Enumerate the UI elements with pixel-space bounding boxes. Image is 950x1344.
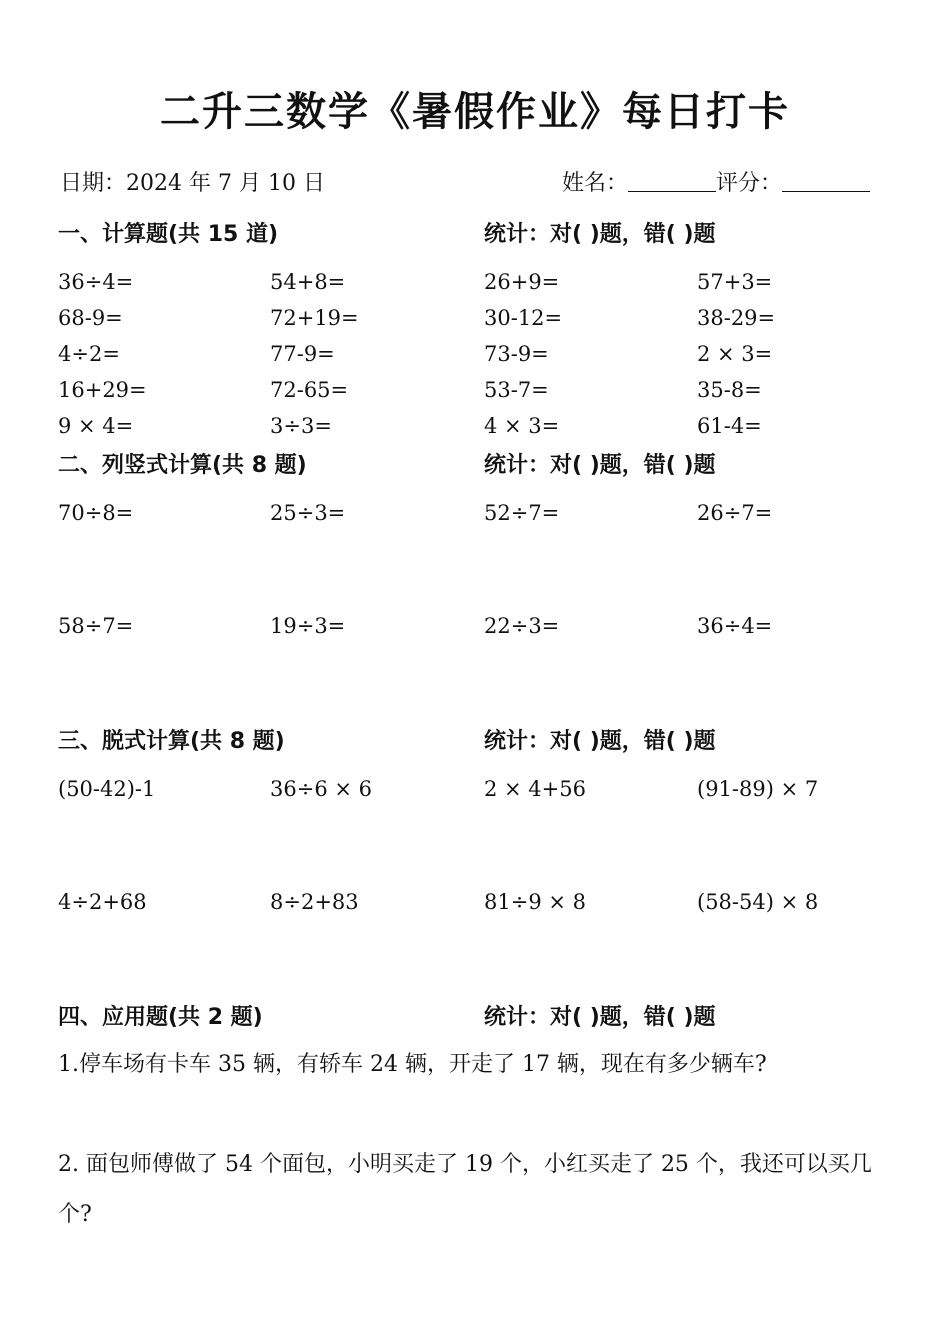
section-3-header [0, 724, 950, 758]
problem: 30-12= [484, 306, 563, 330]
section-stat: 统计：对( )题，错( )题 [484, 222, 716, 247]
problem: (91-89) × 7 [697, 777, 819, 801]
section-stat: 统计：对( )题，错( )题 [484, 453, 716, 478]
word-problem-1: 1.停车场有卡车 35 辆，有轿车 24 辆，开走了 17 辆，现在有多少辆车? [58, 1052, 767, 1077]
score-label: 评分： [716, 171, 783, 196]
name-label: 姓名： [562, 171, 629, 196]
section-title: 三、脱式计算(共 8 题) [58, 729, 285, 754]
name-score-line [562, 166, 870, 197]
problem: 57+3= [697, 270, 773, 294]
problem: 8÷2+83 [270, 890, 359, 914]
problem: 52÷7= [484, 501, 560, 525]
problem-row [0, 890, 950, 922]
problem: 53-7= [484, 378, 549, 402]
section-2-header [0, 448, 950, 482]
problem: 38-29= [697, 306, 776, 330]
problem-row [0, 777, 950, 809]
problem: 72-65= [270, 378, 349, 402]
problem: (50-42)-1 [58, 777, 156, 801]
problem: 4÷2+68 [58, 890, 147, 914]
problem-row [0, 614, 950, 646]
word-problem-2: 2. 面包师傅做了 54 个面包，小明买走了 19 个，小红买走了 25 个，我还可以买几个? [58, 1152, 872, 1227]
problem-row [0, 414, 950, 446]
problem: 36÷4= [58, 270, 134, 294]
problem: 72+19= [270, 306, 359, 330]
section-title: 二、列竖式计算(共 8 题) [58, 453, 307, 478]
problem: 26+9= [484, 270, 560, 294]
problem: 19÷3= [270, 614, 346, 638]
problem: 2 × 3= [697, 342, 773, 366]
problem: 26÷7= [697, 501, 773, 525]
section-1-header [0, 217, 950, 251]
page-title: 二升三数学《暑假作业》每日打卡 [160, 89, 790, 135]
problem: 36÷6 × 6 [270, 777, 372, 801]
section-title: 四、应用题(共 2 题) [58, 1005, 263, 1030]
problem: 58÷7= [58, 614, 134, 638]
problem: 22÷3= [484, 614, 560, 638]
problem-row [0, 378, 950, 410]
section-stat: 统计：对( )题，错( )题 [484, 1005, 716, 1030]
problem: 68-9= [58, 306, 123, 330]
problem: (58-54) × 8 [697, 890, 819, 914]
problem: 3÷3= [270, 414, 332, 438]
problem-row [0, 306, 950, 338]
problem: 4÷2= [58, 342, 120, 366]
problem: 35-8= [697, 378, 762, 402]
date-text: 日期：2024 年 7 月 10 日 [60, 171, 325, 196]
score-field[interactable] [782, 190, 870, 192]
problem: 4 × 3= [484, 414, 560, 438]
problem: 9 × 4= [58, 414, 134, 438]
problem: 77-9= [270, 342, 335, 366]
problem-row [0, 342, 950, 374]
section-stat: 统计：对( )题，错( )题 [484, 729, 716, 754]
problem: 36÷4= [697, 614, 773, 638]
problem: 16+29= [58, 378, 147, 402]
problem: 73-9= [484, 342, 549, 366]
section-4-header [0, 1000, 950, 1034]
problem: 61-4= [697, 414, 762, 438]
problem-row [0, 501, 950, 533]
problem: 2 × 4+56 [484, 777, 586, 801]
problem: 25÷3= [270, 501, 346, 525]
name-field[interactable] [628, 190, 716, 192]
problem: 54+8= [270, 270, 346, 294]
section-title: 一、计算题(共 15 道) [58, 222, 279, 247]
problem: 81÷9 × 8 [484, 890, 586, 914]
problem-row [0, 270, 950, 302]
problem: 70÷8= [58, 501, 134, 525]
